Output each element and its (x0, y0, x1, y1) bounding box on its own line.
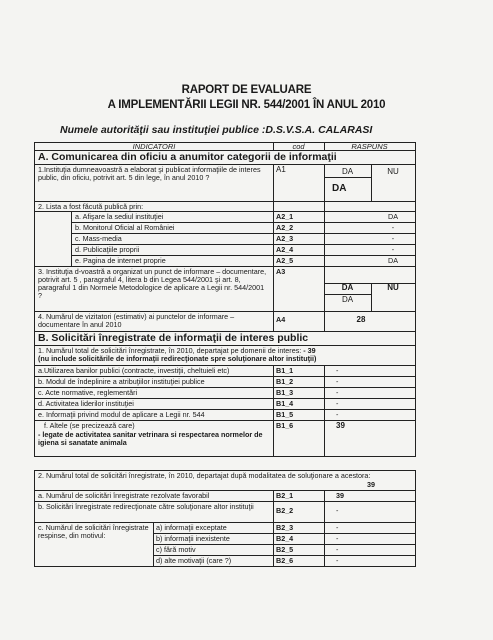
b2-c-item-label: c) fără motiv (153, 545, 274, 556)
b1-item-label: b. Modul de îndeplinire a atribuţiilor instituţiei publice (34, 377, 274, 388)
b2-c-item-cod: B2_4 (273, 534, 325, 545)
b1-item-cod: B1_5 (273, 410, 325, 421)
b2-b-label: b. Solicitări înregistrate redirecţionate către soluţionare altor instituţii (34, 502, 274, 523)
a1-da-label: DA (324, 165, 372, 178)
b1-item-cod: B1_4 (273, 399, 325, 410)
a2-item-label: a. Afişare la sediul instituţiei (71, 212, 274, 223)
b2-total: 39 (367, 480, 375, 489)
b1-f-val: 39 (324, 421, 416, 457)
a2-item-label: c. Mass-media (71, 234, 274, 245)
b1-note: (nu include solicitările de informaţii redirecţionate spre soluţionare altor instituţii) (38, 354, 317, 363)
b2-c-item-cod: B2_6 (273, 556, 325, 567)
b1-f-label: f. Altele (se precizează care) (44, 421, 135, 430)
b1-f-note: - legate de activitatea sanitar vetrinara si respectarea normelor de igiena si sanatate animala (38, 430, 263, 447)
b2-c-item-label: a) informaţii exceptate (153, 523, 274, 534)
report-title: RAPORT DE EVALUARE (181, 84, 312, 96)
b2-c-item-cod: B2_3 (273, 523, 325, 534)
b1-total: - 39 (303, 346, 316, 355)
a2-item-cod: A2_5 (273, 256, 325, 267)
b2-c-item-val: - (324, 556, 416, 567)
a2-item-label: b. Monitorul Oficial al României (71, 223, 274, 234)
a3-question: 3. Instituţia d-voastră a organizat un punct de informare – documentare, potrivit art. 5 , paragraful 4, litera b din Legea 544/2001 şi art. 8, paragraful 1 din Normele Metodologice de aplicare a Legii nr. 544/2001 ? (34, 267, 274, 312)
b2-b-val: - (324, 502, 416, 523)
b2-c-item-val: - (324, 534, 416, 545)
b1-item-label: e. Informaţii privind modul de aplicare a Legii nr. 544 (34, 410, 274, 421)
b2-c-item-cod: B2_5 (273, 545, 325, 556)
a4-value: 28 (324, 312, 416, 332)
b1-f-cod: B1_6 (273, 421, 325, 457)
a3-cod: A3 (273, 267, 325, 312)
b1-item-label: d. Activitatea liderilor instituţiei (34, 399, 274, 410)
authority-name: Numele autorităţii sau instituţiei publice :D.S.V.S.A. CALARASI (60, 124, 373, 136)
header-cod: cod (273, 142, 325, 151)
b1-item-cod: B1_3 (273, 388, 325, 399)
a2-item-label: d. Publicaţiile proprii (71, 245, 274, 256)
a2-item-label: e. Pagina de internet proprie (71, 256, 274, 267)
a2-item-val: DA (324, 256, 416, 267)
a2-cod-empty (273, 202, 325, 212)
b2-c-label: c. Numărul de solicitări înregistrate respinse, din motivul: (34, 523, 154, 567)
b1-item-cod: B1_1 (273, 366, 325, 377)
a2-item-val: - (324, 234, 416, 245)
section-b-title: B. Solicitări înregistrate de informaţii de interes public (34, 332, 416, 346)
a1-question: 1.Instituţia dumneavoastră a elaborat şi publicat informaţiile de interes public, din oficiu, potrivit art. 5 din lege, în anul 2010 ? (34, 165, 274, 202)
b2-a-cod: B2_1 (273, 491, 325, 502)
b1-item-val: - (324, 388, 416, 399)
b1-item-val: - (324, 399, 416, 410)
b2-c-item-val: - (324, 523, 416, 534)
b1-item-label: c. Acte normative, reglementări (34, 388, 274, 399)
b2-c-item-label: d) alte motivaţii (care ?) (153, 556, 274, 567)
b2-question (34, 470, 416, 491)
b1-question (34, 346, 416, 366)
b2-question-text: 2. Numărul total de solicitări înregistrate, în 2010, departajat după modalitatea de soluţionare a acestora: (38, 471, 371, 480)
b2-b-cod: B2_2 (273, 502, 325, 523)
a1-nu-label: NU (371, 165, 416, 202)
b2-c-item-label: b) informaţii inexistente (153, 534, 274, 545)
b1-item-label: a.Utilizarea banilor publici (contracte, investiţii, cheltuieli etc) (34, 366, 274, 377)
section-a-title: A. Comunicarea din oficiu a anumitor categorii de informaţii (34, 151, 416, 165)
a2-item-cod: A2_2 (273, 223, 325, 234)
header-indicators: INDICATORI (34, 142, 274, 151)
a2-question: 2. Lista a fost făcută publică prin: (34, 202, 274, 212)
b2-a-val: 39 (324, 491, 416, 502)
a3-answer: DA (324, 294, 372, 312)
a4-cod: A4 (273, 312, 325, 332)
b2-c-item-val: - (324, 545, 416, 556)
a2-item-cod: A2_3 (273, 234, 325, 245)
b1-f-item (34, 421, 274, 457)
header-raspuns: RASPUNS (324, 142, 416, 151)
a2-item-cod: A2_4 (273, 245, 325, 256)
a3-nu-label: NU (371, 283, 416, 312)
b2-a-label: a. Numărul de solicitări înregistrate rezolvate favorabil (34, 491, 274, 502)
b1-item-val: - (324, 410, 416, 421)
a2-raspuns-empty (324, 202, 416, 212)
a3-raspuns-top (324, 267, 416, 284)
report-subtitle: A IMPLEMENTĂRII LEGII NR. 544/2001 ÎN ANUL 2010 (107, 99, 386, 111)
b1-question-text: 1. Numărul total de solicitări înregistrate, în 2010, departajat pe domenii de interes: (38, 346, 302, 355)
a2-item-val: - (324, 223, 416, 234)
b1-item-val: - (324, 366, 416, 377)
b1-item-val: - (324, 377, 416, 388)
a2-item-val: DA (324, 212, 416, 223)
a2-item-val: - (324, 245, 416, 256)
a1-cod: A1 (273, 165, 325, 202)
a4-question: 4. Numărul de vizitatori (estimativ) ai punctelor de informare – documentare în anul 2010 (34, 312, 274, 332)
a3-da-label: DA (324, 283, 372, 295)
a2-item-cod: A2_1 (273, 212, 325, 223)
b1-item-cod: B1_2 (273, 377, 325, 388)
a1-answer: DA (324, 177, 372, 202)
a2-indent (34, 212, 72, 267)
